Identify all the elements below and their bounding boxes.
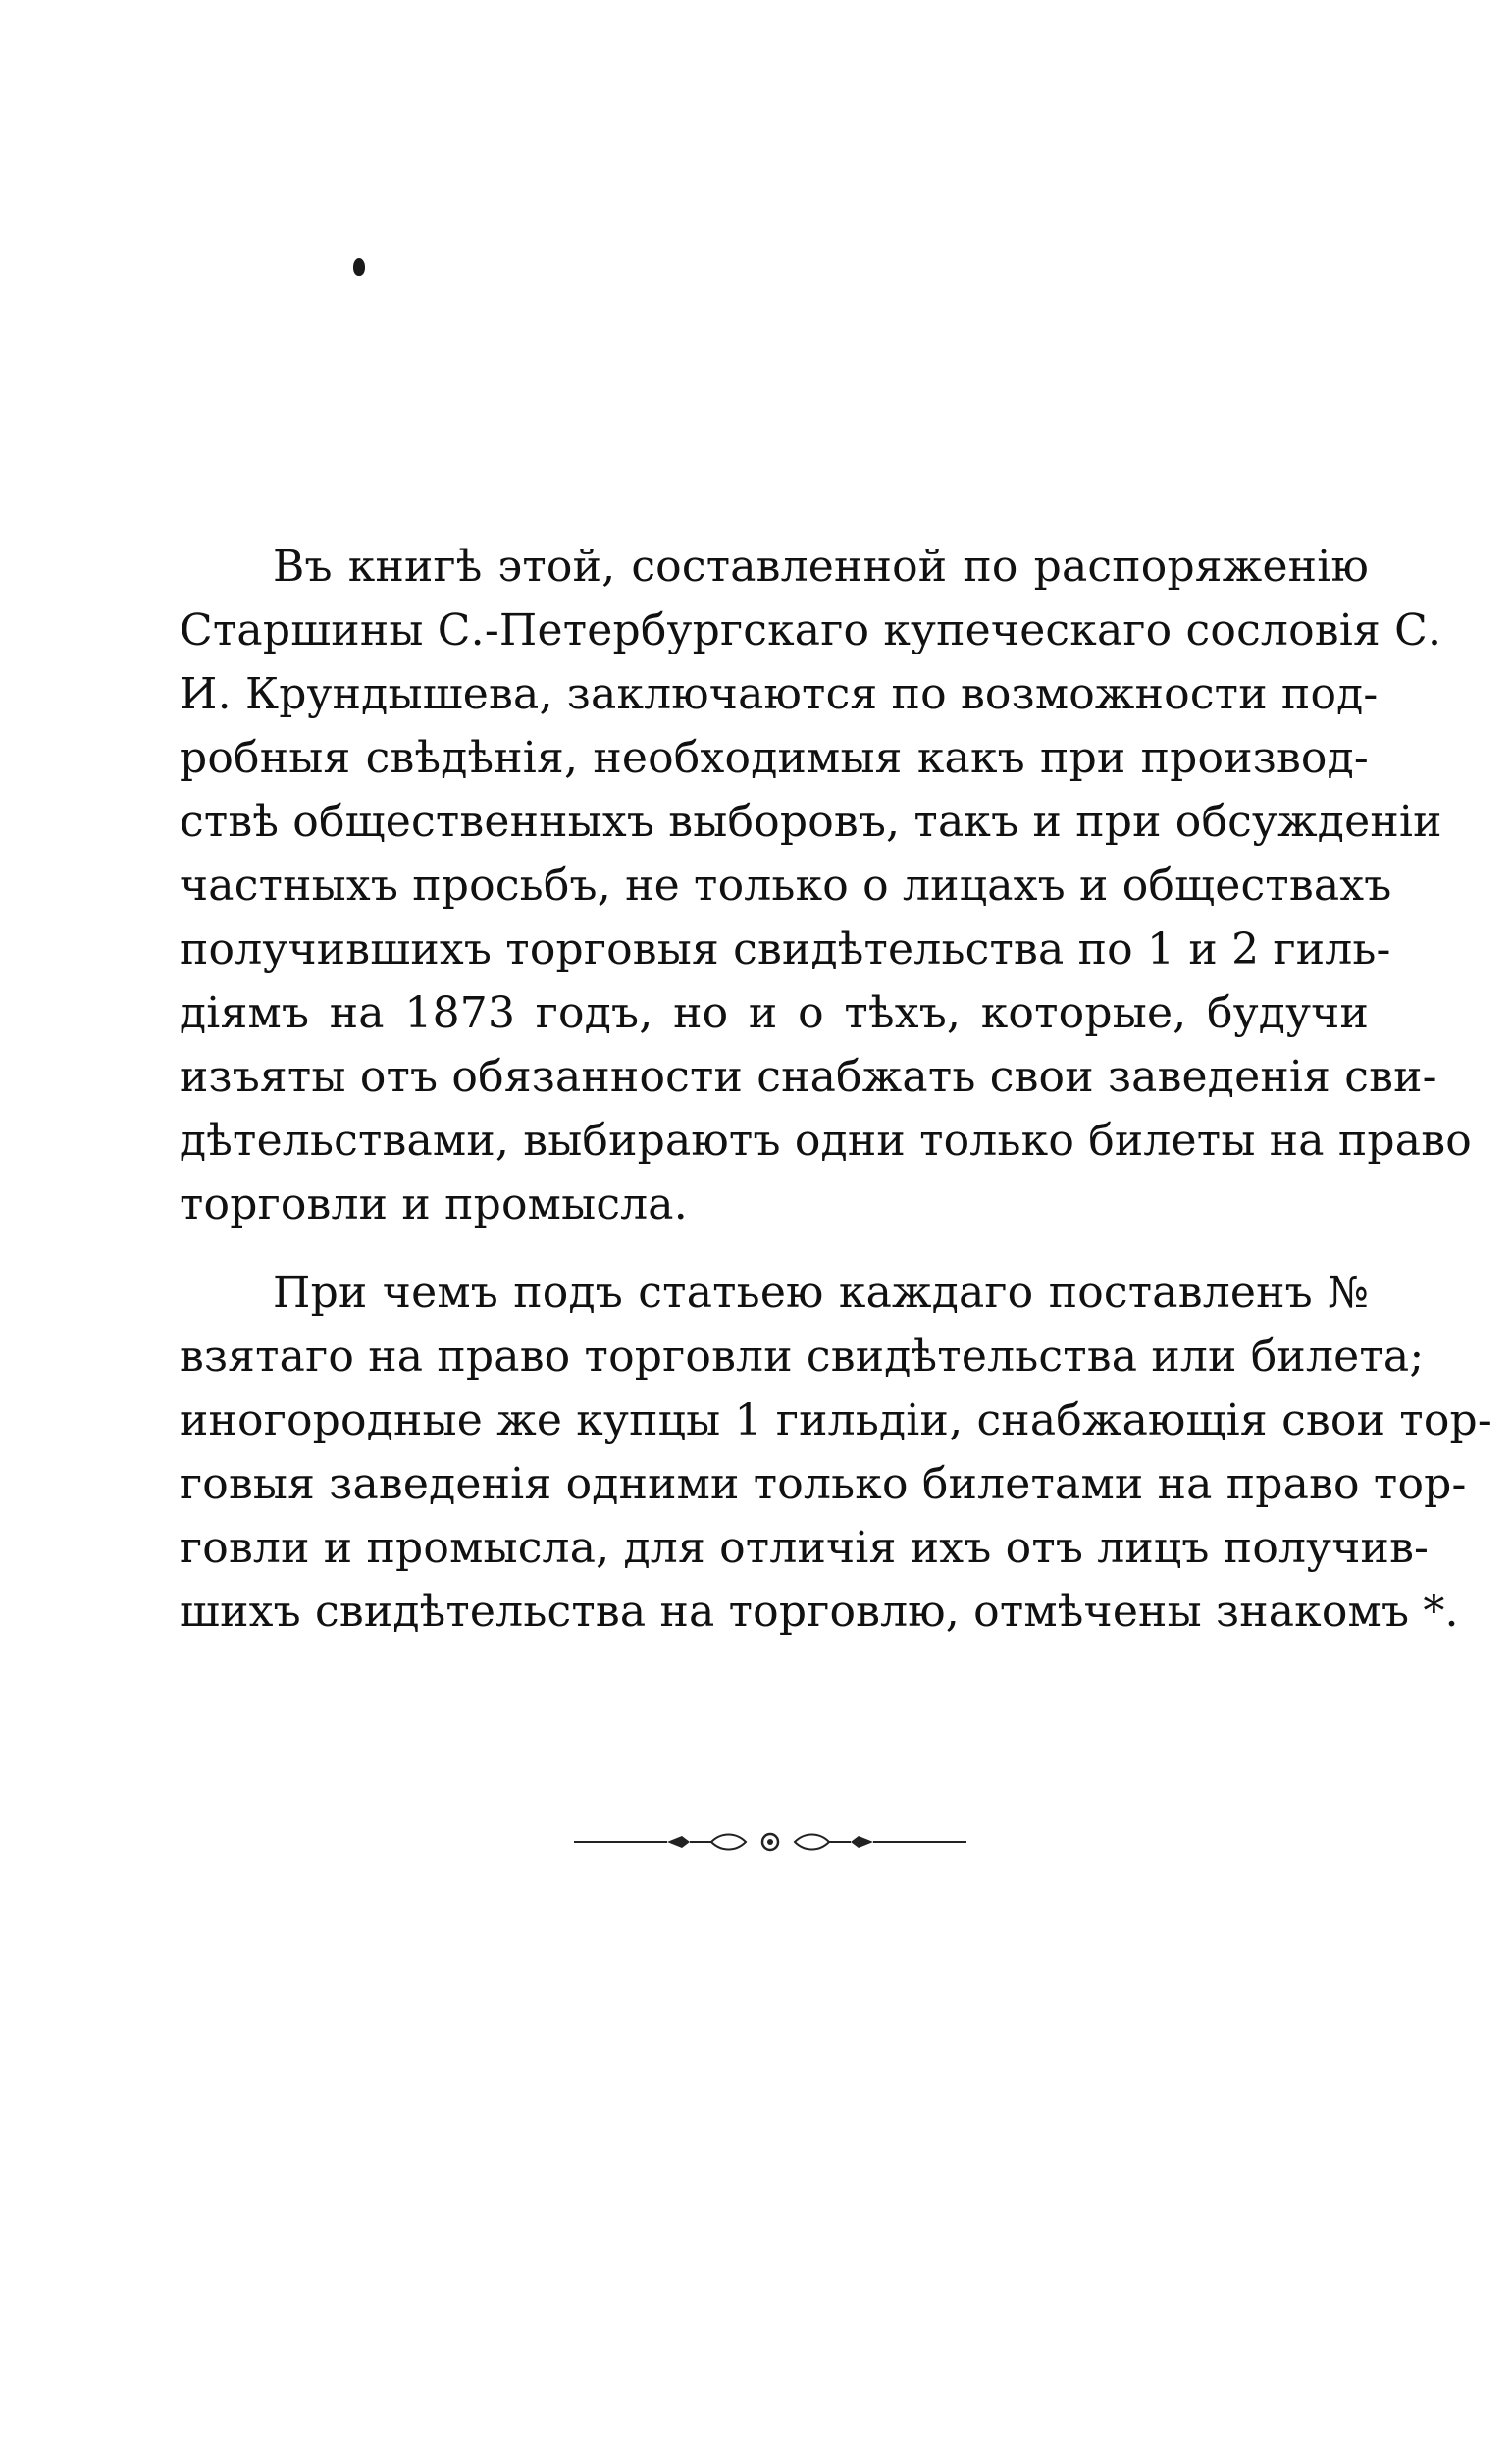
text-line: При чемъ подъ статьею каждаго поставленъ №	[273, 1268, 1369, 1318]
body-text	[180, 535, 1492, 1644]
text-line: изъяты отъ обязанности снабжать свои заведенія сви-	[180, 1052, 1437, 1102]
decorative-divider-ornament	[574, 1827, 966, 1857]
paragraph-gap	[180, 1236, 1369, 1261]
text-line: шихъ свидѣтельства на торговлю, отмѣчены знакомъ *.	[180, 1587, 1459, 1637]
text-line: ствѣ общественныхъ выборовъ, такъ и при обсужденіи	[180, 797, 1442, 847]
text-line: И. Крундышева, заключаются по возможности под-	[180, 669, 1379, 719]
paragraph-2	[180, 1261, 1492, 1644]
text-line: діямъ на 1873 годъ, но и о тѣхъ, которые, будучи	[180, 988, 1369, 1038]
text-line: говыя заведенія одними только билетами на право тор-	[180, 1459, 1467, 1509]
ink-speck	[353, 258, 365, 276]
text-line: дѣтельствами, выбираютъ одни только билеты на право	[180, 1116, 1472, 1166]
text-line: получившихъ торговыя свидѣтельства по 1 и 2 гиль-	[180, 924, 1391, 974]
text-line: Въ книгѣ этой, составленной по распоряженію	[273, 542, 1369, 592]
text-line: частныхъ просьбъ, не только о лицахъ и обществахъ	[180, 861, 1392, 911]
text-line: говли и промысла, для отличія ихъ отъ лицъ получив-	[180, 1523, 1430, 1573]
text-line: торговли и промысла.	[180, 1179, 688, 1230]
paragraph-1	[180, 535, 1472, 1236]
text-line: Старшины С.-Петербургскаго купеческаго сословія С.	[180, 605, 1442, 655]
text-line: взятаго на право торговли свидѣтельства или билета;	[180, 1332, 1425, 1382]
text-line: робныя свѣдѣнія, необходимыя какъ при производ-	[180, 733, 1369, 783]
text-line: иногородные же купцы 1 гильдіи, снабжающія свои тор-	[180, 1395, 1492, 1445]
